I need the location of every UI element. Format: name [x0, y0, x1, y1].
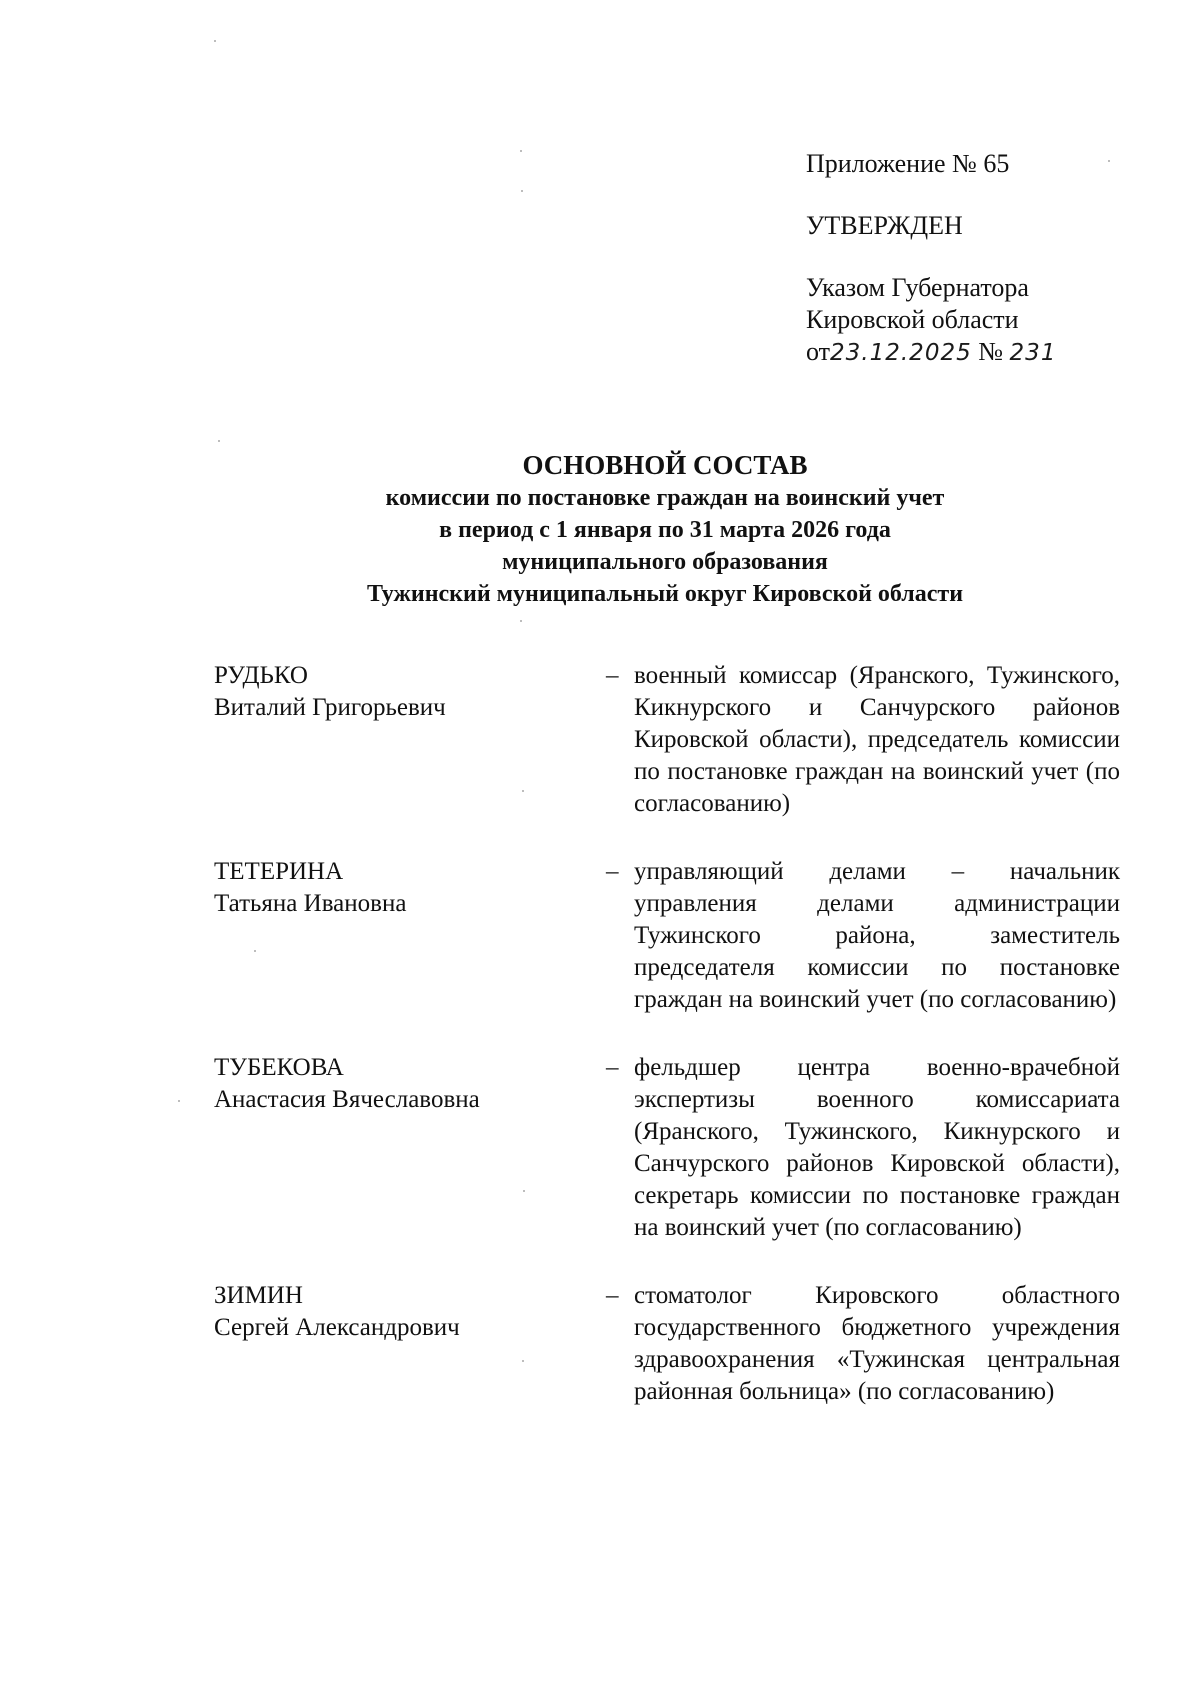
- title-line-3: муниципального образования: [502, 549, 828, 575]
- member-entry: [214, 660, 1124, 820]
- decree-number-prefix: №: [978, 337, 1004, 366]
- approved-by-line1: Указом Губернатора: [806, 273, 1029, 302]
- decree-date-line: [806, 336, 1166, 369]
- decree-from-prefix: от: [806, 337, 831, 366]
- title-main: ОСНОВНОЙ СОСТАВ: [522, 450, 808, 480]
- document-title: [200, 448, 1130, 610]
- decree-number-handwritten: 231: [1009, 340, 1057, 366]
- annex-number: Приложение № 65: [806, 149, 1010, 178]
- member-role: управляющий делами – начальник управления делами администрации Тужинского района, заместитель председателя комиссии по постановке граждан на воинский учет (по согласованию): [634, 858, 1120, 1013]
- member-name: [214, 660, 584, 724]
- member-given-name: Татьяна Ивановна: [214, 890, 407, 917]
- member-role: фельдшер центра военно-врачебной экспертизы военного комиссариата (Яранского, Тужинского, Кикнурского и Санчурского районов Кировской области), секретарь комиссии по постановке граждан на воинский учет (по согласованию): [634, 1054, 1120, 1241]
- title-line-4: Тужинский муниципальный округ Кировской области: [366, 581, 964, 607]
- member-given-name: Анастасия Вячеславовна: [214, 1086, 480, 1113]
- member-given-name: Виталий Григорьевич: [214, 694, 446, 721]
- member-name: [214, 1280, 584, 1344]
- member-dash: –: [606, 662, 619, 689]
- member-list: [214, 660, 1124, 1408]
- member-entry: [214, 1052, 1124, 1244]
- member-entry: [214, 1280, 1124, 1408]
- approved-label: УТВЕРЖДЕН: [806, 211, 963, 240]
- approved-by-line2: Кировской области: [806, 305, 1019, 334]
- member-surname: ТЕТЕРИНА: [214, 858, 344, 885]
- member-given-name: Сергей Александрович: [214, 1314, 460, 1341]
- title-line-2: в период с 1 января по 31 марта 2026 года: [439, 517, 891, 543]
- member-surname: РУДЬКО: [214, 662, 308, 689]
- title-line-1: комиссии по постановке граждан на воинский учет: [385, 485, 945, 511]
- member-entry: [214, 856, 1124, 1016]
- member-surname: ЗИМИН: [214, 1282, 303, 1309]
- member-name: [214, 856, 584, 920]
- member-dash: –: [606, 1054, 619, 1081]
- member-name: [214, 1052, 584, 1116]
- member-dash: –: [606, 1282, 619, 1309]
- member-dash: –: [606, 858, 619, 885]
- approval-stamp: [806, 148, 1166, 369]
- member-role: военный комиссар (Яранского, Тужинского, Кикнурского и Санчурского районов Кировской области), председатель комиссии по постановке граждан на воинский учет (по согласованию): [634, 662, 1120, 817]
- member-role: стоматолог Кировского областного государственного бюджетного учреждения здравоохранения «Тужинская центральная районная больница» (по согласованию): [634, 1282, 1120, 1405]
- member-surname: ТУБЕКОВА: [214, 1054, 344, 1081]
- decree-date-handwritten: 23.12.2025: [830, 340, 972, 366]
